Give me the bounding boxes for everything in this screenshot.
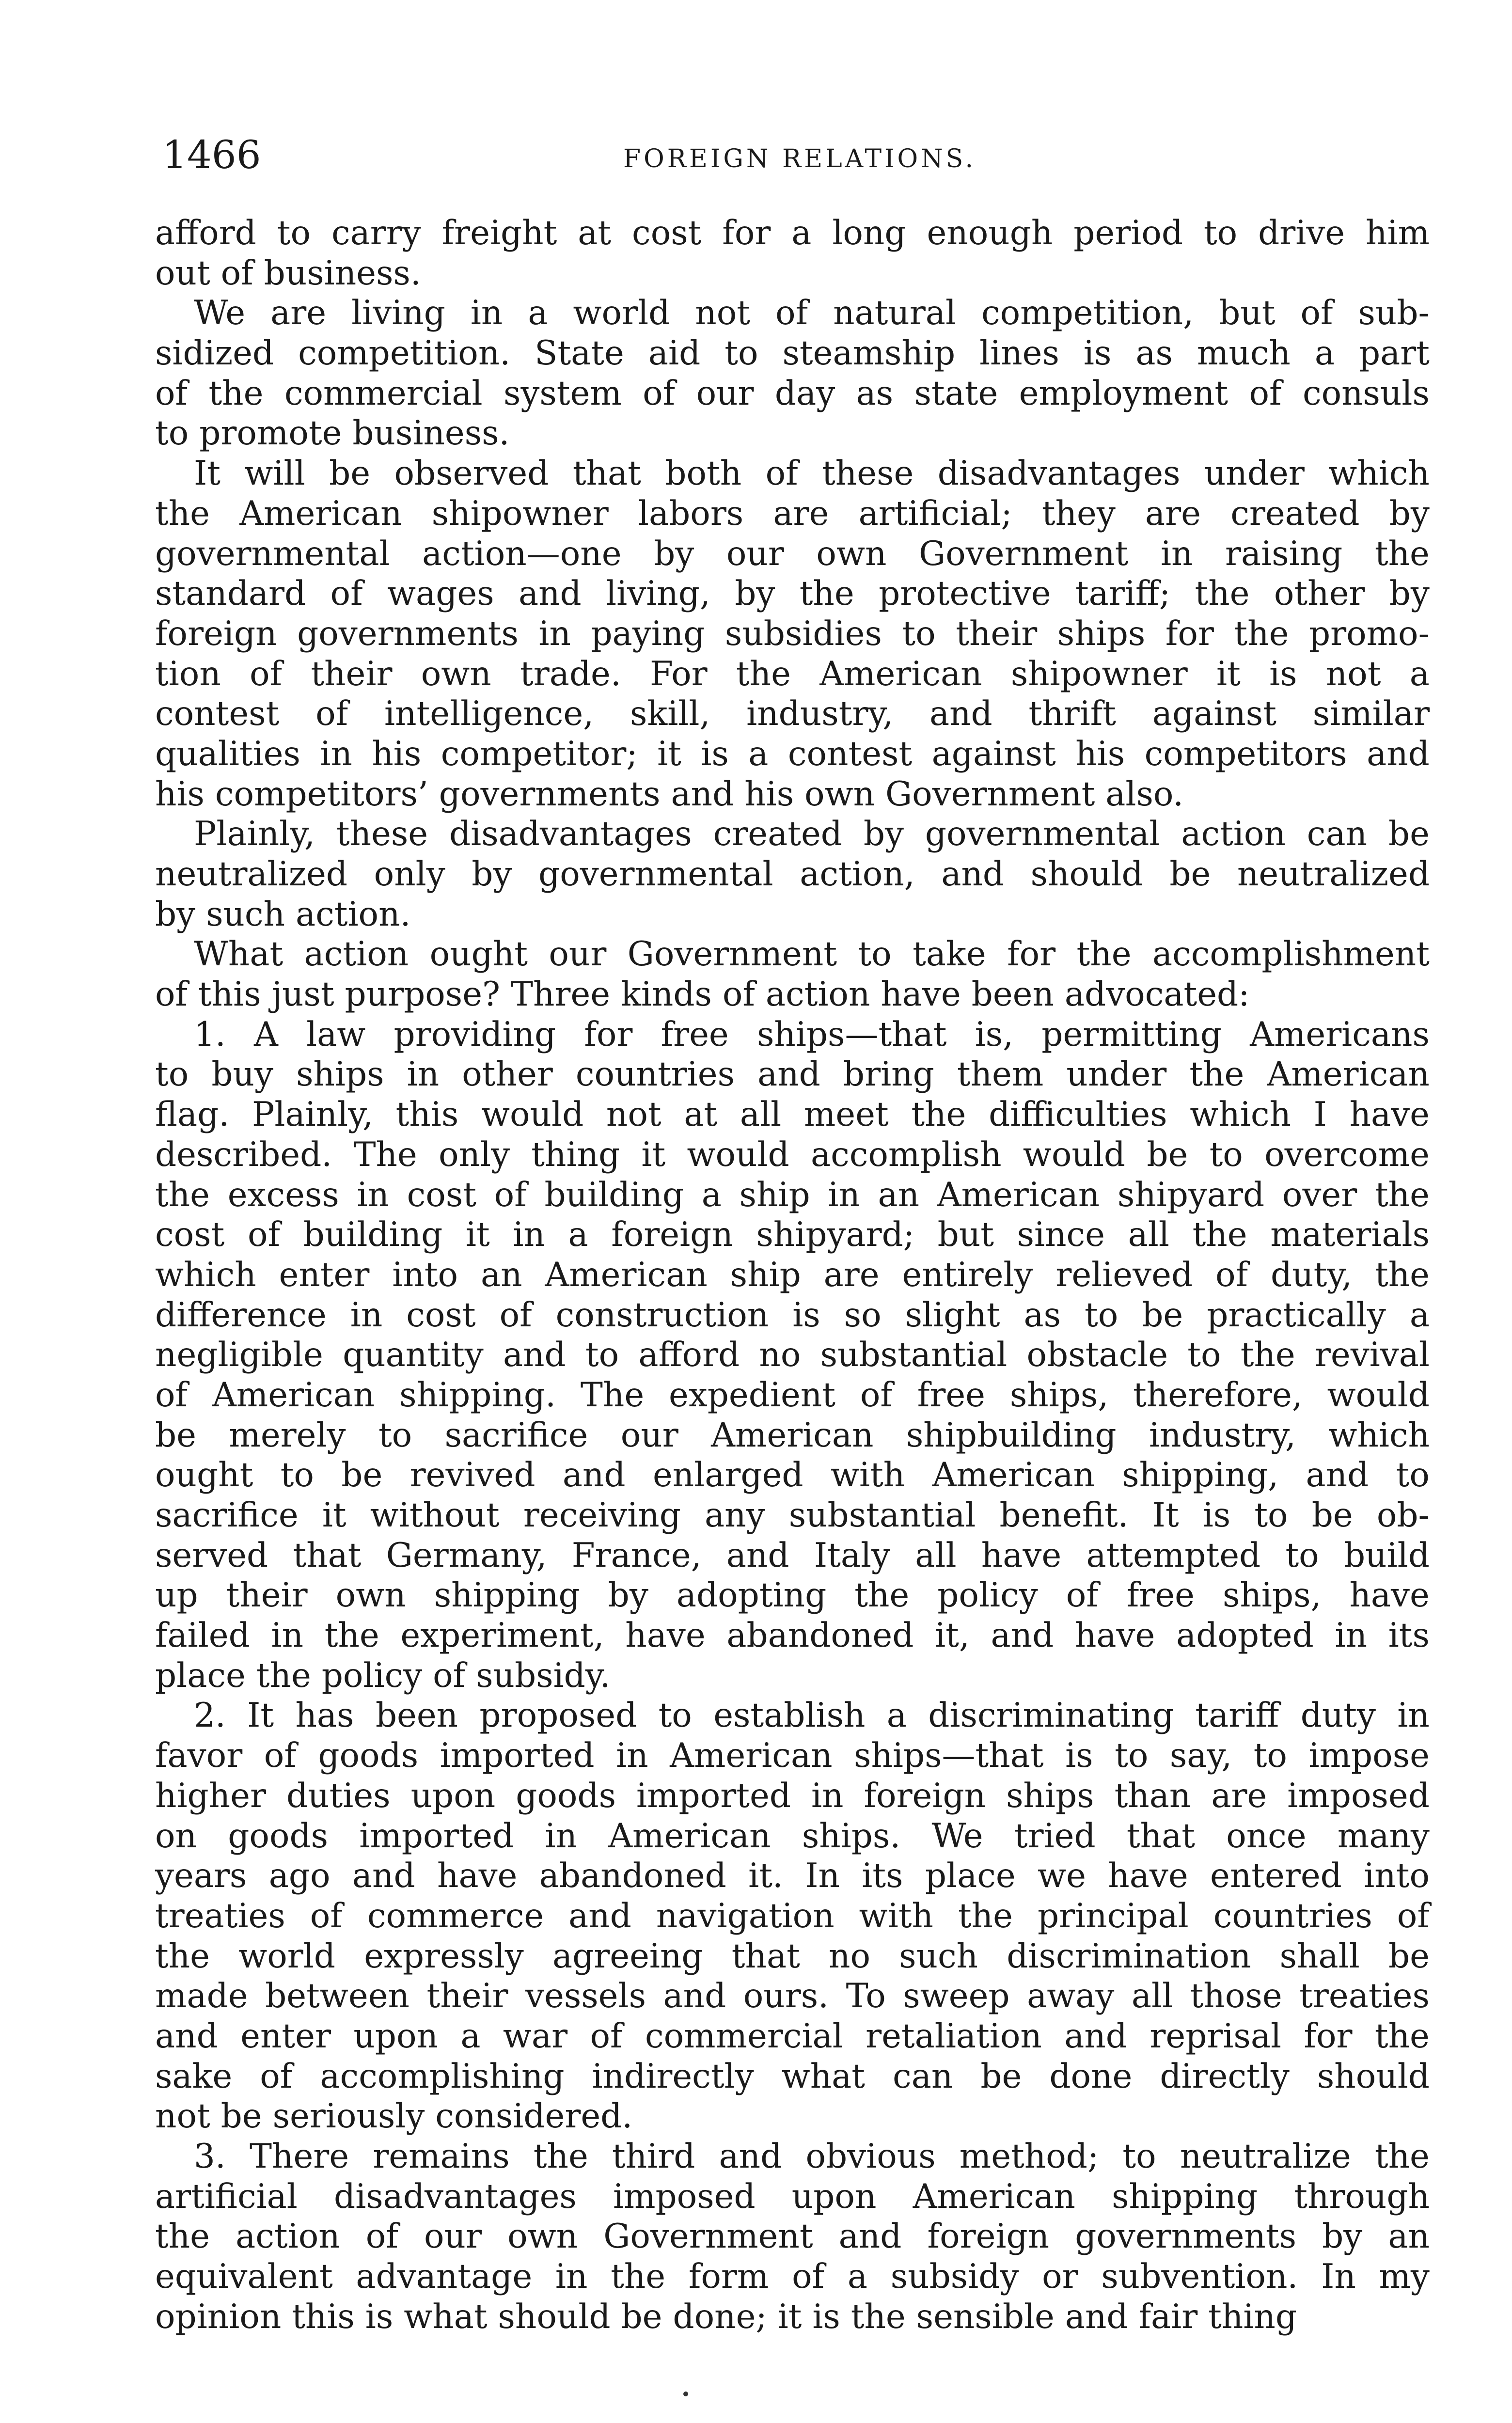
text-line: by such action. bbox=[155, 895, 411, 934]
text-line: to buy ships in other countries and bring them under the American bbox=[155, 1055, 1430, 1094]
text-line: of American shipping. The expedient of free ships, therefore, would bbox=[155, 1375, 1430, 1415]
text-line: ought to be revived and enlarged with American shipping, and to bbox=[155, 1456, 1430, 1495]
text-line: neutralized only by governmental action, and should be neutralized bbox=[155, 855, 1430, 894]
text-line: opinion this is what should be done; it is the sensible and fair thing bbox=[155, 2297, 1297, 2336]
text-line: foreign governments in paying subsidies to their ships for the promo- bbox=[155, 614, 1430, 653]
text-line: out of business. bbox=[155, 253, 421, 293]
body-text bbox=[155, 213, 1430, 2337]
text-line: Plainly, these disadvantages created by governmental action can be bbox=[194, 815, 1430, 854]
paragraph bbox=[155, 454, 1430, 814]
text-line: contest of intelligence, skill, industry, and thrift against similar bbox=[155, 694, 1430, 734]
text-line: the excess in cost of building a ship in an American shipyard over the bbox=[155, 1175, 1430, 1214]
text-line: described. The only thing it would accomplish would be to overcome bbox=[155, 1135, 1430, 1174]
text-line: which enter into an American ship are entirely relieved of duty, the bbox=[155, 1255, 1430, 1294]
footer-mark bbox=[683, 2392, 688, 2396]
text-line: favor of goods imported in American ships—that is to say, to impose bbox=[155, 1736, 1430, 1776]
text-line: tion of their own trade. For the American shipowner it is not a bbox=[155, 654, 1430, 693]
text-line: 2. It has been proposed to establish a discriminating tariff duty in bbox=[194, 1696, 1430, 1735]
text-line: qualities in his competitor; it is a contest against his competitors and bbox=[155, 734, 1430, 773]
text-line: standard of wages and living, by the protective tariff; the other by bbox=[155, 574, 1430, 614]
text-line: sacrifice it without receiving any substantial benefit. It is to be ob- bbox=[155, 1496, 1430, 1535]
text-line: 3. There remains the third and obvious method; to neutralize the bbox=[194, 2137, 1430, 2176]
text-line: 1. A law providing for free ships—that is, permitting Americans bbox=[194, 1015, 1430, 1054]
text-line: It will be observed that both of these disadvantages under which bbox=[194, 454, 1430, 493]
text-line: treaties of commerce and navigation with the principal countries of bbox=[155, 1896, 1430, 1935]
text-line: sake of accomplishing indirectly what can be done directly should bbox=[155, 2057, 1430, 2096]
paragraph bbox=[155, 1696, 1430, 2137]
text-line: the action of our own Government and foreign governments by an bbox=[155, 2217, 1430, 2256]
text-line: flag. Plainly, this would not at all meet the difficulties which I have bbox=[155, 1095, 1430, 1134]
text-line: and enter upon a war of commercial retaliation and reprisal for the bbox=[155, 2016, 1430, 2056]
text-line: served that Germany, France, and Italy all have attempted to build bbox=[155, 1536, 1430, 1575]
text-line: up their own shipping by adopting the policy of free ships, have bbox=[155, 1576, 1430, 1615]
text-line: difference in cost of construction is so slight as to be practically a bbox=[155, 1295, 1430, 1335]
text-line: of this just purpose? Three kinds of action have been advocated: bbox=[155, 975, 1250, 1014]
text-line: be merely to sacrifice our American shipbuilding industry, which bbox=[155, 1416, 1430, 1455]
text-line: higher duties upon goods imported in foreign ships than are imposed bbox=[155, 1776, 1430, 1815]
paragraph bbox=[155, 2137, 1430, 2337]
text-line: place the policy of subsidy. bbox=[155, 1656, 611, 1695]
text-line: What action ought our Government to take for the accomplishment bbox=[194, 935, 1430, 974]
text-line: the world expressly agreeing that no such discrimination shall be bbox=[155, 1936, 1430, 1976]
text-line: artificial disadvantages imposed upon American shipping through bbox=[155, 2177, 1430, 2216]
text-line: years ago and have abandoned it. In its place we have entered into bbox=[155, 1857, 1430, 1896]
paragraph bbox=[155, 213, 1430, 293]
running-title: FOREIGN RELATIONS. bbox=[623, 144, 976, 173]
text-line: sidized competition. State aid to steamship lines is as much a part bbox=[155, 334, 1430, 373]
paragraph bbox=[155, 293, 1430, 454]
text-line: made between their vessels and ours. To sweep away all those treaties bbox=[155, 1977, 1430, 2016]
text-line: We are living in a world not of natural competition, but of sub- bbox=[194, 294, 1430, 333]
text-line: governmental action—one by our own Government in raising the bbox=[155, 534, 1430, 573]
text-line: not be seriously considered. bbox=[155, 2097, 633, 2136]
text-line: on goods imported in American ships. We tried that once many bbox=[155, 1816, 1430, 1856]
text-line: afford to carry freight at cost for a long enough period to drive him bbox=[155, 214, 1430, 252]
text-line: the American shipowner labors are artificial; they are created by bbox=[155, 494, 1430, 533]
text-line: negligible quantity and to afford no substantial obstacle to the revival bbox=[155, 1336, 1430, 1375]
text-line: cost of building it in a foreign shipyard; but since all the materials bbox=[155, 1215, 1430, 1255]
text-line: equivalent advantage in the form of a subsidy or subvention. In my bbox=[155, 2257, 1430, 2297]
text-line: failed in the experiment, have abandoned it, and have adopted in its bbox=[155, 1616, 1430, 1655]
page-number: 1466 bbox=[162, 132, 261, 177]
text-line: of the commercial system of our day as state employment of consuls bbox=[155, 374, 1430, 413]
text-line: his competitors’ governments and his own Government also. bbox=[155, 774, 1184, 814]
text-line: to promote business. bbox=[155, 414, 510, 453]
paragraph bbox=[155, 1015, 1430, 1696]
paragraph bbox=[155, 814, 1430, 934]
page-header bbox=[162, 131, 1437, 179]
paragraph bbox=[155, 934, 1430, 1014]
